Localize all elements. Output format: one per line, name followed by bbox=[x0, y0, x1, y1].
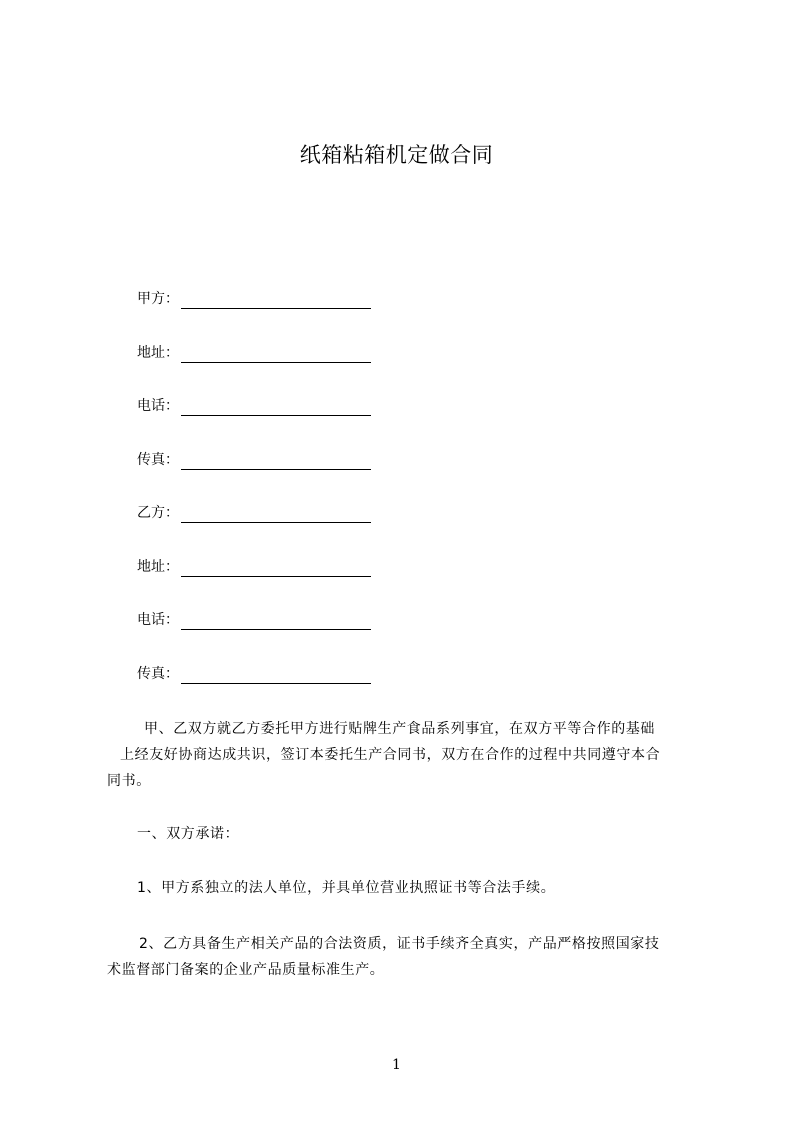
clause-1: 1、甲方系独立的法人单位，并具单位营业执照证书等合法手续。 bbox=[137, 880, 556, 896]
field-label: 传真： bbox=[137, 451, 179, 468]
field-party-a-fax bbox=[137, 449, 637, 503]
field-label: 甲方： bbox=[137, 291, 179, 307]
field-label: 地址： bbox=[137, 558, 179, 575]
field-party-b-address bbox=[137, 556, 637, 610]
field-label: 乙方： bbox=[137, 505, 179, 521]
clause-2-line-2: 术监督部门备案的企业产品质量标准生产。 bbox=[107, 962, 385, 978]
intro-line-2: 上经友好协商达成共识，签订本委托生产合同书，双方在合作的过程中共同遵守本合 bbox=[120, 747, 661, 763]
document-title: 纸箱粘箱机定做合同 bbox=[299, 143, 494, 167]
blank-line bbox=[181, 449, 371, 470]
party-info-fields bbox=[137, 288, 637, 716]
blank-line bbox=[181, 663, 371, 684]
blank-line bbox=[181, 342, 371, 363]
field-party-a bbox=[137, 288, 637, 342]
field-label: 地址： bbox=[137, 344, 179, 361]
field-party-a-address bbox=[137, 342, 637, 396]
intro-line-3: 同书。 bbox=[107, 773, 151, 789]
field-party-b-fax bbox=[137, 663, 637, 717]
field-party-b bbox=[137, 502, 637, 556]
page-number: 1 bbox=[392, 1057, 401, 1073]
blank-line bbox=[181, 288, 371, 309]
section-heading: 一、双方承诺： bbox=[137, 826, 240, 842]
blank-line bbox=[181, 556, 371, 577]
blank-line bbox=[181, 609, 371, 630]
blank-line bbox=[181, 395, 371, 416]
field-party-a-phone bbox=[137, 395, 637, 449]
blank-line bbox=[181, 502, 371, 523]
field-label: 传真： bbox=[137, 665, 179, 682]
field-label: 电话： bbox=[137, 398, 179, 414]
clause-2-line-1: 2、乙方具备生产相关产品的合法资质，证书手续齐全真实，产品严格按照国家技 bbox=[139, 936, 660, 952]
field-party-b-phone bbox=[137, 609, 637, 663]
intro-line-1: 甲、乙双方就乙方委托甲方进行贴牌生产食品系列事宜，在双方平等合作的基础 bbox=[144, 721, 655, 737]
field-label: 电话： bbox=[137, 612, 179, 628]
